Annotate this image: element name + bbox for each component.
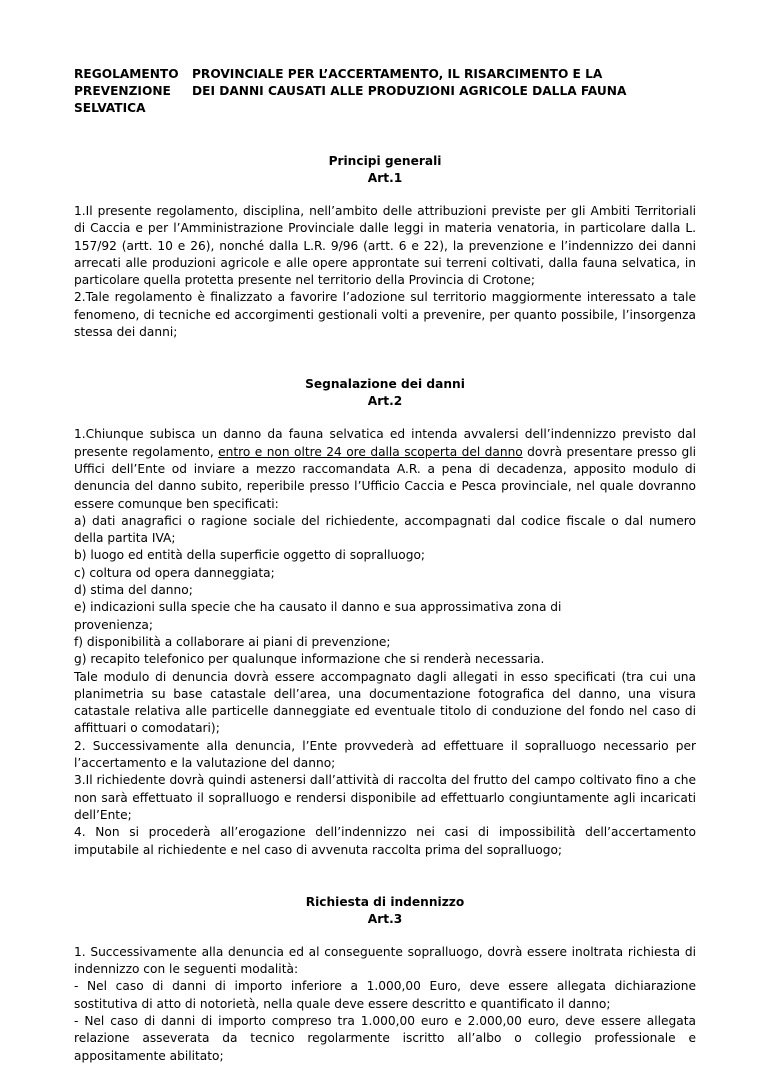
list-item: g) recapito telefonico per qualunque informazione che si renderà necessaria. [74,652,545,667]
paragraph-text: 1.Chiunque subisca un danno da fauna selvatica ed intenda avvalersi dell’indennizzo previsto dal presente regolamento, [74,427,696,459]
list-item: a) dati anagrafici o ragione sociale del richiedente, accompagnati dal codice fiscale o dal numero della partita IVA; [74,513,696,546]
section-heading: Segnalazione dei danni [305,377,465,392]
section-heading: Richiesta di indennizzo [305,894,465,909]
list-item: provenienza; [74,617,153,632]
article-number: Art.2 [367,394,403,409]
title-word-prevenzione: PREVENZIONE [74,84,171,98]
document-page [74,66,696,1065]
title-word-selvatica: SELVATICA [74,101,146,115]
paragraph: 2. Successivamente alla denuncia, l’Ente provvederà ad effettuare il sopralluogo necessario per l’accertamento e la valutazione del danno; [74,738,696,771]
title-text-line-2: DEI DANNI CAUSATI ALLE PRODUZIONI AGRICOLE DALLA FAUNA [192,84,627,98]
section-art-2 [74,376,696,858]
paragraph: 3.Il richiedente dovrà quindi astenersi dall’attività di raccolta del frutto del campo coltivato fino a che non sarà effettuato il sopralluogo e rendersi disponibile ad effettuarlo congiuntamente agli incaricati dell’Ente; [74,773,696,822]
title-word-regolamento: REGOLAMENTO [74,67,179,81]
paragraph: 1. Successivamente alla denuncia ed al conseguente sopralluogo, dovrà essere inoltrata richiesta di indennizzo con le seguenti modalità: [74,944,696,977]
list-item: e) indicazioni sulla specie che ha causato il danno e sua approssimativa zona di [74,600,562,615]
paragraph [74,426,696,512]
list-item: c) coltura od opera danneggiata; [74,565,275,580]
section-heading: Principi generali [328,154,442,168]
paragraph: Tale modulo di denuncia dovrà essere accompagnato dagli allegati in esso specificati (tra cui una planimetria su base catastale dell’area, una documentazione fotografica del danno, una visura catastale relativa alle particelle danneggiate ed eventuale titolo di conduzione del fondo nel caso di affittuari o comodatari); [74,669,696,736]
underlined-deadline: entro e non oltre 24 ore dalla scoperta del danno [218,444,523,459]
title-row-1 [74,66,696,83]
list-item: d) stima del danno; [74,583,193,598]
section-art-3 [74,894,696,1065]
title-row-2 [74,83,696,100]
paragraph: 4. Non si procederà all’erogazione dell’indennizzo nei casi di impossibilità dell’accertamento imputabile al richiedente e nel caso di avvenuta raccolta prima del sopralluogo; [74,825,696,857]
article-number: Art.3 [367,911,403,926]
paragraph: - Nel caso di danni di importo compreso tra 1.000,00 euro e 2.000,00 euro, deve essere allegata relazione asseverata da tecnico regolarmente iscritto all’albo o collegio professionale e appositamente abilitato; [74,1013,696,1063]
paragraph-text: dovrà presentare presso gli Uffici dell’Ente od inviare a mezzo raccomandata A.R. a pena di decadenza, apposito modulo di denuncia del danno subito, reperibile presso l’Ufficio Caccia e Pesca provinciale, nel quale dovranno essere comunque ben specificati: [74,444,696,511]
article-number: Art.1 [367,171,403,185]
document-title [74,66,696,117]
paragraph: 1.Il presente regolamento, disciplina, nell’ambito delle attribuzioni previste per gli Ambiti Territoriali di Caccia e per l’Amministrazione Provinciale dalle leggi in materia venatoria, in particolare dalla L. 157/92 (artt. 10 e 26), nonché dalla L.R. 9/96 (artt. 6 e 22), la prevenzione e l’indennizzo dei danni arrecati alle produzioni agricole e alle opere approntate sui terreni coltivati, dalla fauna selvatica, in particolare quella protetta presente nel territorio della Provincia di Crotone; [74,204,696,288]
title-text-line-1: PROVINCIALE PER L’ACCERTAMENTO, IL RISARCIMENTO E LA [192,67,603,81]
list-item: f) disponibilità a collaborare ai piani di prevenzione; [74,634,391,649]
title-row-3 [74,100,696,117]
paragraph: 2.Tale regolamento è finalizzato a favorire l’adozione sul territorio maggiormente interessato a tale fenomeno, di tecniche ed accorgimenti gestionali volti a prevenire, per quanto possibile, l’insorgenza stessa dei danni; [74,290,696,340]
list-item: b) luogo ed entità della superficie oggetto di sopralluogo; [74,548,426,563]
section-art-1 [74,153,696,341]
paragraph: - Nel caso di danni di importo inferiore a 1.000,00 Euro, deve essere allegata dichiarazione sostitutiva di atto di notorietà, nella quale deve essere descritto e quantificato il danno; [74,979,696,1011]
